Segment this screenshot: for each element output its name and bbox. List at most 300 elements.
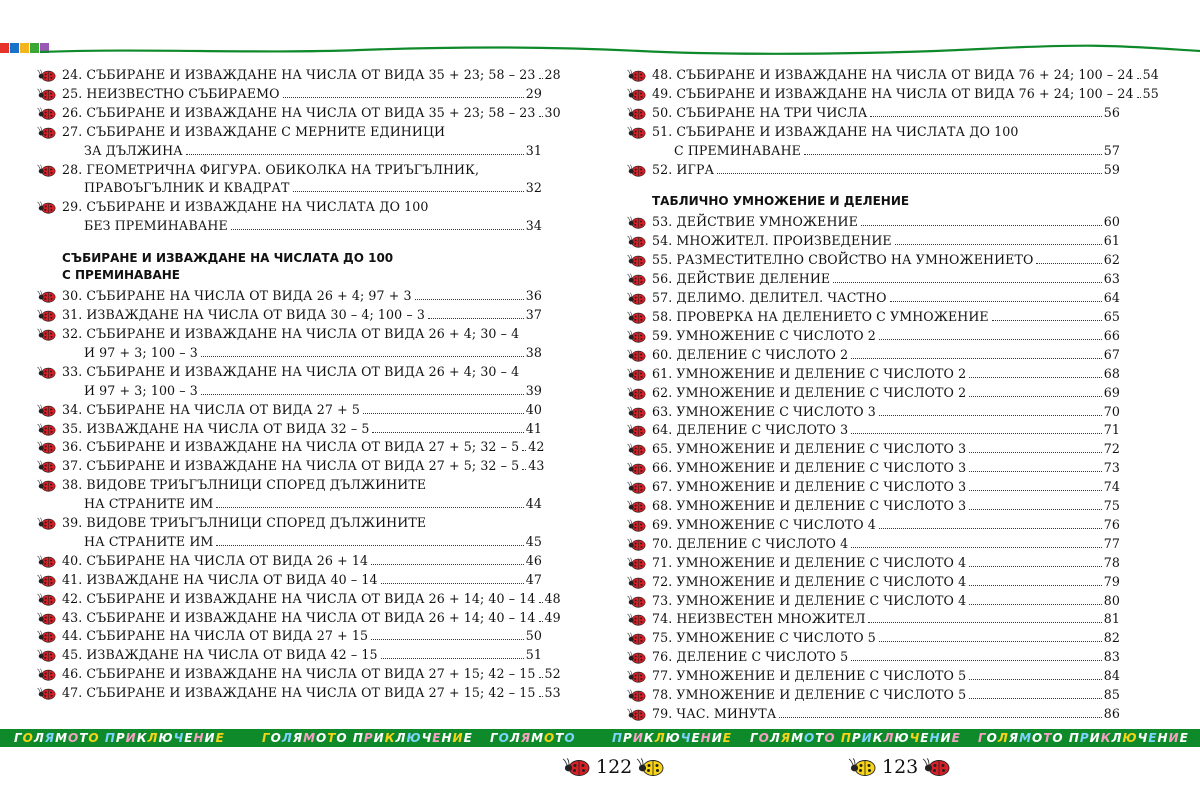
toc-entry[interactable] xyxy=(36,665,561,684)
page-number-left-text: 122 xyxy=(596,756,633,778)
toc-page-number: 62 xyxy=(1103,252,1120,268)
toc-entry-title: 51. СЪБИРАНЕ И ИЗВАЖДАНЕ НА ЧИСЛАТА ДО 100 xyxy=(652,123,1019,139)
dot-leader xyxy=(522,469,526,470)
dot-leader xyxy=(969,377,1102,378)
ladybug-icon xyxy=(36,573,58,588)
dot-leader xyxy=(539,677,543,678)
toc-entry-title: БЕЗ ПРЕМИНАВАНЕ xyxy=(84,218,228,234)
ladybug-icon xyxy=(36,68,58,83)
dot-leader xyxy=(381,583,524,584)
toc-entry-title: 66. УМНОЖЕНИЕ И ДЕЛЕНИЕ С ЧИСЛОТО 3 xyxy=(652,460,967,476)
toc-entry-title: 78. УМНОЖЕНИЕ И ДЕЛЕНИЕ С ЧИСЛОТО 5 xyxy=(652,687,967,703)
toc-entry-title: 38. ВИДОВЕ ТРИЪГЪЛНИЦИ СПОРЕД ДЪЛЖИНИТЕ xyxy=(62,477,427,493)
dot-leader xyxy=(969,490,1102,491)
toc-entry-title: И 97 + 3; 100 – 3 xyxy=(84,344,198,360)
ladybug-icon xyxy=(626,253,648,268)
toc-page-number: 50 xyxy=(525,628,542,644)
section-title: СЪБИРАНЕ И ИЗВАЖДАНЕ НА ЧИСЛАТА ДО 100 xyxy=(62,251,394,266)
toc-entry[interactable] xyxy=(626,213,1120,232)
ladybug-icon xyxy=(36,125,58,140)
toc-entry-title: 35. ИЗВАЖДАНЕ НА ЧИСЛА ОТ ВИДА 32 – 5 xyxy=(62,420,370,436)
toc-page-number: 64 xyxy=(1103,290,1120,306)
toc-entry-title: 30. СЪБИРАНЕ НА ЧИСЛА ОТ ВИДА 26 + 4; 97 + 3 xyxy=(62,288,412,304)
toc-entry[interactable] xyxy=(626,629,1120,648)
toc-entry-title: 56. ДЕЙСТВИЕ ДЕЛЕНИЕ xyxy=(652,271,831,287)
ladybug-icon xyxy=(36,87,58,102)
dot-leader xyxy=(851,547,1102,548)
ladybug-icon xyxy=(626,291,648,306)
dot-leader xyxy=(969,509,1102,510)
dot-leader xyxy=(363,413,524,414)
dot-leader xyxy=(804,154,1102,155)
dot-leader xyxy=(969,679,1102,680)
toc-page-number: 46 xyxy=(525,552,542,568)
ladybug-icon xyxy=(36,516,58,531)
toc-entry-title: 24. СЪБИРАНЕ И ИЗВАЖДАНЕ НА ЧИСЛА ОТ ВИДА 35 + 23; 58 – 23 xyxy=(62,67,536,82)
toc-entry-title: 61. УМНОЖЕНИЕ И ДЕЛЕНИЕ С ЧИСЛОТО 2 xyxy=(652,365,967,381)
ladybug-icon xyxy=(626,594,648,609)
dot-leader xyxy=(1036,263,1101,264)
dot-leader xyxy=(851,660,1102,661)
dot-leader xyxy=(283,97,524,98)
toc-page-number: 75 xyxy=(1103,498,1120,514)
toc-entry[interactable] xyxy=(626,573,1120,592)
dot-leader xyxy=(992,320,1102,321)
ladybug-icon xyxy=(626,272,648,287)
toc-entry[interactable] xyxy=(626,610,1120,629)
toc-page-number: 68 xyxy=(1103,365,1120,381)
toc-entry-title: 54. МНОЖИТЕЛ. ПРОИЗВЕДЕНИЕ xyxy=(652,233,892,249)
dot-leader xyxy=(969,585,1102,586)
toc-entry[interactable] xyxy=(36,325,542,363)
footer-banner xyxy=(0,729,1200,747)
toc-page-number: 86 xyxy=(1103,706,1120,721)
toc-entry-title: 63. УМНОЖЕНИЕ С ЧИСЛОТО 3 xyxy=(652,403,876,419)
ladybug-icon xyxy=(36,365,58,380)
toc-page-number: 31 xyxy=(525,142,542,158)
toc-page-number: 42 xyxy=(528,439,545,455)
toc-entry[interactable] xyxy=(36,457,545,476)
toc-entry[interactable] xyxy=(626,365,1120,384)
toc-entry-title: 79. ЧАС. МИНУТА xyxy=(652,706,777,721)
toc-page-number: 78 xyxy=(1103,554,1120,570)
ladybug-icon xyxy=(626,125,648,140)
dot-leader xyxy=(879,339,1102,340)
toc-entry-title: 29. СЪБИРАНЕ И ИЗВАЖДАНЕ НА ЧИСЛАТА ДО 100 xyxy=(62,199,429,215)
toc-entry[interactable] xyxy=(626,459,1120,478)
toc-page-number: 77 xyxy=(1103,535,1120,551)
toc-entry[interactable] xyxy=(626,592,1120,611)
dot-leader xyxy=(861,225,1102,226)
toc-entry[interactable] xyxy=(36,104,561,123)
toc-entry[interactable] xyxy=(36,85,542,104)
dot-leader xyxy=(895,244,1102,245)
ladybug-icon xyxy=(626,367,648,382)
ladybug-icon xyxy=(36,422,58,437)
toc-entry-title: 50. СЪБИРАНЕ НА ТРИ ЧИСЛА xyxy=(652,104,868,120)
dot-leader xyxy=(717,173,1102,174)
dot-leader xyxy=(539,696,543,697)
dot-leader xyxy=(522,450,526,451)
toc-entry-title: 67. УМНОЖЕНИЕ И ДЕЛЕНИЕ С ЧИСЛОТО 3 xyxy=(652,479,967,495)
dot-leader xyxy=(851,358,1102,359)
red-ladybug-icon xyxy=(562,756,592,778)
toc-entry[interactable] xyxy=(626,104,1120,123)
footer-banner-text: ГОЛЯМОТО xyxy=(490,731,576,745)
toc-entry-title: 47. СЪБИРАНЕ И ИЗВАЖДАНЕ НА ЧИСЛА ОТ ВИДА 27 + 15; 42 – 15 xyxy=(62,685,536,701)
dot-leader xyxy=(1137,97,1141,98)
toc-entry[interactable] xyxy=(36,646,542,665)
toc-page-number: 79 xyxy=(1103,573,1120,589)
toc-page-number: 49 xyxy=(544,609,561,625)
toc-page-number: 61 xyxy=(1103,233,1120,249)
dot-leader xyxy=(539,602,543,603)
toc-entry-title: 77. УМНОЖЕНИЕ И ДЕЛЕНИЕ С ЧИСЛОТО 5 xyxy=(652,668,967,684)
dot-leader xyxy=(381,658,524,659)
toc-entry-title: 64. ДЕЛЕНИЕ С ЧИСЛОТО 3 xyxy=(652,422,849,438)
toc-entry[interactable] xyxy=(626,497,1120,516)
dot-leader xyxy=(969,604,1102,605)
toc-entry-title: НА СТРАНИТЕ ИМ xyxy=(84,533,214,549)
ladybug-icon xyxy=(626,650,648,665)
toc-entry[interactable] xyxy=(626,705,1120,724)
toc-page-number: 44 xyxy=(525,496,542,512)
ladybug-icon xyxy=(626,106,648,121)
toc-entry[interactable] xyxy=(36,571,542,590)
toc-page-number: 37 xyxy=(525,307,542,323)
toc-page-number: 51 xyxy=(525,647,542,663)
toc-entry-title: 39. ВИДОВЕ ТРИЪГЪЛНИЦИ СПОРЕД ДЪЛЖИНИТЕ xyxy=(62,515,427,531)
footer-banner-text: ГОЛЯМОТО ПРИКЛЮЧЕНИЕ xyxy=(14,731,225,745)
section-title: ТАБЛИЧНО УМНОЖЕНИЕ И ДЕЛЕНИЕ xyxy=(652,194,910,209)
toc-entry-title: 68. УМНОЖЕНИЕ И ДЕЛЕНИЕ С ЧИСЛОТО 3 xyxy=(652,498,967,514)
ladybug-icon xyxy=(626,631,648,646)
toc-entry-title: 71. УМНОЖЕНИЕ И ДЕЛЕНИЕ С ЧИСЛОТО 4 xyxy=(652,554,967,570)
dot-leader xyxy=(969,471,1102,472)
ladybug-icon xyxy=(36,554,58,569)
ladybug-icon xyxy=(36,478,58,493)
toc-page-number: 55 xyxy=(1142,85,1159,101)
dot-leader xyxy=(879,641,1102,642)
toc-entry[interactable] xyxy=(36,514,542,552)
toc-entry-title: 44. СЪБИРАНЕ НА ЧИСЛА ОТ ВИДА 27 + 15 xyxy=(62,628,369,644)
dot-leader xyxy=(779,717,1101,718)
toc-entry-title: 33. СЪБИРАНЕ И ИЗВАЖДАНЕ НА ЧИСЛА ОТ ВИДА 26 + 4; 30 – 4 xyxy=(62,363,520,379)
toc-entry[interactable] xyxy=(626,232,1120,251)
ladybug-icon xyxy=(626,329,648,344)
ladybug-icon xyxy=(626,688,648,703)
dot-leader xyxy=(879,528,1102,529)
toc-entry[interactable] xyxy=(36,287,542,306)
ladybug-icon xyxy=(626,499,648,514)
toc-page-number: 28 xyxy=(544,67,561,82)
ladybug-icon xyxy=(626,215,648,230)
toc-entry[interactable] xyxy=(626,308,1120,327)
toc-page-number: 85 xyxy=(1103,687,1120,703)
footer-banner-text: ГОЛЯМОТО ПРИКЛЮЧЕНИЕ xyxy=(750,731,961,745)
yellow-ladybug-icon xyxy=(636,756,666,778)
toc-page-number: 53 xyxy=(544,685,561,701)
toc-page-number: 81 xyxy=(1103,611,1120,627)
ladybug-icon xyxy=(36,200,58,215)
toc-entry-title: 75. УМНОЖЕНИЕ С ЧИСЛОТО 5 xyxy=(652,630,876,646)
toc-entry-title: 31. ИЗВАЖДАНЕ НА ЧИСЛА ОТ ВИДА 30 – 4; 100 – 3 xyxy=(62,307,425,323)
ladybug-icon xyxy=(626,575,648,590)
toc-entry-title: 57. ДЕЛИМО. ДЕЛИТЕЛ. ЧАСТНО xyxy=(652,290,887,306)
toc-page-number: 60 xyxy=(1103,214,1120,230)
footer-banner-text: ГОЛЯМОТО ПРИКЛЮЧЕНИЕ xyxy=(978,731,1189,745)
ladybug-icon xyxy=(626,310,648,325)
toc-entry[interactable] xyxy=(36,684,561,703)
toc-page-number: 65 xyxy=(1103,308,1120,324)
toc-entry-title: И 97 + 3; 100 – 3 xyxy=(84,382,198,398)
ladybug-icon xyxy=(36,459,58,474)
toc-page-number: 52 xyxy=(544,666,561,682)
toc-entry-title: 55. РАЗМЕСТИТЕЛНО СВОЙСТВО НА УМНОЖЕНИЕТО xyxy=(652,252,1034,268)
toc-page-number: 47 xyxy=(525,571,542,587)
toc-entry[interactable] xyxy=(626,346,1120,365)
dot-leader xyxy=(216,507,523,508)
toc-entry-title: 59. УМНОЖЕНИЕ С ЧИСЛОТО 2 xyxy=(652,327,876,343)
dot-leader xyxy=(539,116,543,117)
ladybug-icon xyxy=(626,442,648,457)
toc-page-number: 36 xyxy=(525,288,542,304)
toc-entry[interactable] xyxy=(626,270,1120,289)
ladybug-icon xyxy=(626,669,648,684)
dot-leader xyxy=(870,116,1101,117)
toc-entry-title: 76. ДЕЛЕНИЕ С ЧИСЛОТО 5 xyxy=(652,649,849,665)
toc-entry-title: 48. СЪБИРАНЕ И ИЗВАЖДАНЕ НА ЧИСЛА ОТ ВИДА 76 + 24; 100 – 24 xyxy=(652,67,1134,82)
toc-page-number: 45 xyxy=(525,533,542,549)
ladybug-icon xyxy=(626,405,648,420)
toc-entry[interactable] xyxy=(626,289,1120,308)
dot-leader xyxy=(293,191,524,192)
toc-page-number: 67 xyxy=(1103,346,1120,362)
toc-entry-title: 40. СЪБИРАНЕ НА ЧИСЛА ОТ ВИДА 26 + 14 xyxy=(62,552,369,568)
toc-entry-title: 72. УМНОЖЕНИЕ И ДЕЛЕНИЕ С ЧИСЛОТО 4 xyxy=(652,573,967,589)
ladybug-icon xyxy=(626,480,648,495)
dot-leader xyxy=(969,452,1102,453)
dot-leader xyxy=(415,299,524,300)
toc-page-number: 66 xyxy=(1103,327,1120,343)
ladybug-icon xyxy=(626,612,648,627)
toc-page-number: 74 xyxy=(1103,479,1120,495)
toc-entry[interactable] xyxy=(36,609,561,628)
ladybug-icon xyxy=(36,289,58,304)
footer-banner-text: ГОЛЯМОТО ПРИКЛЮЧЕНИЕ xyxy=(262,731,473,745)
toc-entry-title: 70. ДЕЛЕНИЕ С ЧИСЛОТО 4 xyxy=(652,535,849,551)
toc-entry[interactable] xyxy=(626,535,1120,554)
toc-page-number: 34 xyxy=(525,218,542,234)
ladybug-icon xyxy=(626,348,648,363)
toc-entry-title: 41. ИЗВАЖДАНЕ НА ЧИСЛА ОТ ВИДА 40 – 14 xyxy=(62,571,378,587)
toc-entry[interactable] xyxy=(626,516,1120,535)
toc-page-number: 41 xyxy=(525,420,542,436)
toc-entry-title: ПРАВОЪГЪЛНИК И КВАДРАТ xyxy=(84,180,290,196)
toc-page-number: 57 xyxy=(1103,142,1120,158)
toc-entry-title: 60. ДЕЛЕНИЕ С ЧИСЛОТО 2 xyxy=(652,346,849,362)
toc-entry-title: 62. УМНОЖЕНИЕ И ДЕЛЕНИЕ С ЧИСЛОТО 2 xyxy=(652,384,967,400)
dot-leader xyxy=(879,415,1102,416)
dot-leader xyxy=(371,639,524,640)
toc-entry-title: 65. УМНОЖЕНИЕ И ДЕЛЕНИЕ С ЧИСЛОТО 3 xyxy=(652,441,967,457)
ladybug-icon xyxy=(36,163,58,178)
toc-entry[interactable] xyxy=(36,420,542,439)
toc-entry[interactable] xyxy=(626,327,1120,346)
toc-entry[interactable] xyxy=(36,198,542,236)
toc-entry[interactable] xyxy=(36,123,542,161)
toc-entry[interactable] xyxy=(36,401,542,420)
toc-entry-title: 45. ИЗВАЖДАНЕ НА ЧИСЛА ОТ ВИДА 42 – 15 xyxy=(62,647,378,663)
dot-leader xyxy=(186,154,524,155)
toc-page-number: 54 xyxy=(1142,67,1159,82)
toc-page-number: 39 xyxy=(525,382,542,398)
toc-entry-title: 36. СЪБИРАНЕ И ИЗВАЖДАНЕ НА ЧИСЛА ОТ ВИДА 27 + 5; 32 – 5 xyxy=(62,439,520,455)
toc-page-number: 40 xyxy=(525,401,542,417)
page-number-right xyxy=(848,756,952,778)
dot-leader xyxy=(201,394,524,395)
toc-entry-title: 52. ИГРА xyxy=(652,161,715,177)
toc-entry-title: 26. СЪБИРАНЕ И ИЗВАЖДАНЕ НА ЧИСЛА ОТ ВИДА 35 + 23; 58 – 23 xyxy=(62,104,536,120)
dot-leader xyxy=(231,229,524,230)
ladybug-icon xyxy=(626,68,648,83)
dot-leader xyxy=(372,432,523,433)
toc-entry-title: 28. ГЕОМЕТРИЧНА ФИГУРА. ОБИКОЛКА НА ТРИЪГЪЛНИК, xyxy=(62,161,480,177)
toc-entry[interactable] xyxy=(626,123,1120,161)
toc-page-number: 32 xyxy=(525,180,542,196)
toc-entry-title: 43. СЪБИРАНЕ И ИЗВАЖДАНЕ НА ЧИСЛА ОТ ВИДА 26 + 14; 40 – 14 xyxy=(62,609,536,625)
dot-leader xyxy=(428,318,524,319)
ladybug-icon xyxy=(36,686,58,701)
dot-leader xyxy=(539,621,543,622)
toc-entry-title: 58. ПРОВЕРКА НА ДЕЛЕНИЕТО С УМНОЖЕНИЕ xyxy=(652,308,989,324)
toc-entry[interactable] xyxy=(626,667,1120,686)
toc-entry-title: 74. НЕИЗВЕСТЕН МНОЖИТЕЛ xyxy=(652,611,866,627)
toc-entry[interactable] xyxy=(36,627,542,646)
ladybug-icon xyxy=(36,327,58,342)
dot-leader xyxy=(969,566,1102,567)
toc-page-number: 71 xyxy=(1103,422,1120,438)
ladybug-icon xyxy=(626,234,648,249)
toc-page-number: 29 xyxy=(525,85,542,101)
ladybug-icon xyxy=(626,461,648,476)
header-wave-line xyxy=(0,30,1200,60)
toc-page-number: 30 xyxy=(544,104,561,120)
toc-entry-title: 32. СЪБИРАНЕ И ИЗВАЖДАНЕ НА ЧИСЛА ОТ ВИДА 26 + 4; 30 – 4 xyxy=(62,325,520,341)
dot-leader xyxy=(969,698,1102,699)
ladybug-icon xyxy=(36,308,58,323)
toc-entry[interactable] xyxy=(36,161,542,199)
toc-entry-title: 27. СЪБИРАНЕ И ИЗВАЖДАНЕ С МЕРНИТЕ ЕДИНИЦИ xyxy=(62,123,446,139)
toc-page-number: 43 xyxy=(528,458,545,474)
ladybug-icon xyxy=(626,556,648,571)
toc-entry-title: 46. СЪБИРАНЕ И ИЗВАЖДАНЕ НА ЧИСЛА ОТ ВИДА 27 + 15; 42 – 15 xyxy=(62,666,536,682)
toc-page-number: 59 xyxy=(1103,161,1120,177)
toc-entry[interactable] xyxy=(36,438,545,457)
toc-entry[interactable] xyxy=(626,251,1120,270)
toc-entry-title: С ПРЕМИНАВАНЕ xyxy=(674,142,801,158)
dot-leader xyxy=(216,545,523,546)
toc-page-number: 69 xyxy=(1103,384,1120,400)
dot-leader xyxy=(851,433,1102,434)
toc-page-number: 83 xyxy=(1103,649,1120,665)
toc-page-number: 82 xyxy=(1103,630,1120,646)
toc-entry[interactable] xyxy=(626,384,1120,403)
toc-entry[interactable] xyxy=(626,85,1159,104)
footer-banner-text: ПРИКЛЮЧЕНИЕ xyxy=(612,731,732,745)
toc-entry[interactable] xyxy=(36,590,561,609)
toc-entry[interactable] xyxy=(36,552,542,571)
toc-entry-title: 53. ДЕЙСТВИЕ УМНОЖЕНИЕ xyxy=(652,214,858,230)
toc-entry[interactable] xyxy=(626,554,1120,573)
toc-entry-title: 25. НЕИЗВЕСТНО СЪБИРАЕМО xyxy=(62,85,280,101)
ladybug-icon xyxy=(36,611,58,626)
ladybug-icon xyxy=(626,386,648,401)
toc-page-number: 63 xyxy=(1103,271,1120,287)
toc-page-number: 70 xyxy=(1103,403,1120,419)
toc-entry-title: 37. СЪБИРАНЕ И ИЗВАЖДАНЕ НА ЧИСЛА ОТ ВИДА 27 + 5; 32 – 5 xyxy=(62,458,520,474)
ladybug-icon xyxy=(626,518,648,533)
left-toc-column xyxy=(36,66,561,703)
page-number-right-text: 123 xyxy=(882,756,919,778)
ladybug-icon xyxy=(36,440,58,455)
toc-entry[interactable] xyxy=(626,161,1120,180)
toc-entry-title: 73. УМНОЖЕНИЕ И ДЕЛЕНИЕ С ЧИСЛОТО 4 xyxy=(652,592,967,608)
toc-entry[interactable] xyxy=(36,363,542,401)
toc-entry-title: 69. УМНОЖЕНИЕ С ЧИСЛОТО 4 xyxy=(652,516,876,532)
red-ladybug-icon xyxy=(922,756,952,778)
dot-leader xyxy=(201,356,524,357)
right-toc-column xyxy=(626,66,1159,724)
dot-leader xyxy=(371,564,524,565)
toc-page-number: 56 xyxy=(1103,104,1120,120)
page-number-left xyxy=(562,756,666,778)
ladybug-icon xyxy=(626,163,648,178)
yellow-ladybug-icon xyxy=(848,756,878,778)
ladybug-icon xyxy=(36,629,58,644)
dot-leader xyxy=(868,622,1101,623)
toc-entry[interactable] xyxy=(626,686,1120,705)
dot-leader xyxy=(969,396,1102,397)
toc-entry[interactable] xyxy=(626,66,1159,85)
toc-entry[interactable] xyxy=(36,66,561,85)
toc-entry[interactable] xyxy=(626,421,1120,440)
toc-entry-title: НА СТРАНИТЕ ИМ xyxy=(84,496,214,512)
toc-entry[interactable] xyxy=(626,648,1120,667)
toc-entry[interactable] xyxy=(626,440,1120,459)
toc-entry[interactable] xyxy=(36,306,542,325)
toc-entry[interactable] xyxy=(36,476,542,514)
section-title: С ПРЕМИНАВАНЕ xyxy=(62,268,181,283)
toc-page-number: 76 xyxy=(1103,516,1120,532)
toc-entry-title: 49. СЪБИРАНЕ И ИЗВАЖДАНЕ НА ЧИСЛА ОТ ВИДА 76 + 24; 100 – 24 xyxy=(652,85,1134,101)
toc-entry[interactable] xyxy=(626,478,1120,497)
ladybug-icon xyxy=(626,537,648,552)
dot-leader xyxy=(833,282,1102,283)
ladybug-icon xyxy=(626,707,648,722)
ladybug-icon xyxy=(36,667,58,682)
toc-page-number: 48 xyxy=(544,590,561,606)
toc-entry[interactable] xyxy=(626,403,1120,422)
toc-page-number: 38 xyxy=(525,344,542,360)
ladybug-icon xyxy=(626,87,648,102)
ladybug-icon xyxy=(626,423,648,438)
toc-page-number: 73 xyxy=(1103,460,1120,476)
toc-entry-title: ЗА ДЪЛЖИНА xyxy=(84,142,183,158)
ladybug-icon xyxy=(36,592,58,607)
ladybug-icon xyxy=(36,106,58,121)
toc-page-number: 84 xyxy=(1103,668,1120,684)
